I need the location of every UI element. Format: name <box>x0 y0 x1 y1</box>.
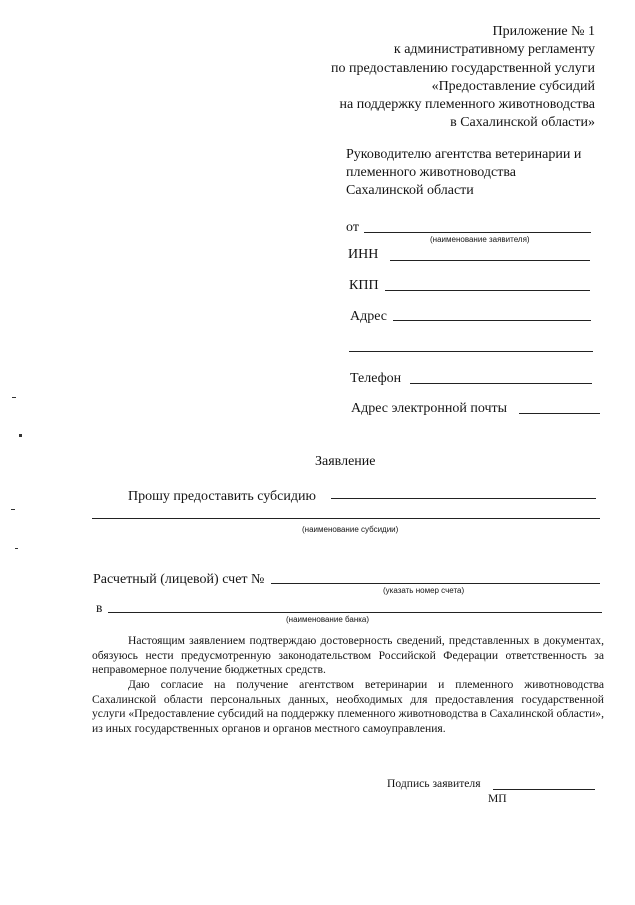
account-number-caption: (указать номер счета) <box>383 586 465 595</box>
appendix-reference-line: «Предоставление субсидий <box>431 79 595 94</box>
scan-artifact <box>11 509 15 510</box>
inn-label: ИНН <box>348 247 379 262</box>
scan-artifact <box>12 397 16 398</box>
bank-name-field[interactable] <box>108 612 602 613</box>
bank-prefix: в <box>96 600 103 615</box>
stamp-mark-label: МП <box>488 792 507 805</box>
address-field[interactable] <box>393 320 591 321</box>
addressee-line: племенного животноводства <box>346 165 516 180</box>
phone-label: Телефон <box>350 371 402 386</box>
confirmation-paragraph: Настоящим заявлением подтверждаю достоверность сведений, представленных в документах, обязуюсь нести предусмотренную законодательством Российской Федерации ответственность за неправомерное получение бюджетных средств. <box>92 634 604 677</box>
account-number-field[interactable] <box>271 583 600 584</box>
appendix-reference-line: по предоставлению государственной услуги <box>331 61 595 76</box>
subsidy-request-text: Прошу предоставить субсидию <box>128 489 316 504</box>
address-field-second-line[interactable] <box>349 351 593 352</box>
email-field[interactable] <box>519 413 600 414</box>
subsidy-name-field[interactable] <box>331 498 596 499</box>
addressee-line: Руководителю агентства ветеринарии и <box>346 147 582 162</box>
appendix-reference-line: на поддержку племенного животноводства <box>339 97 595 112</box>
signature-label: Подпись заявителя <box>387 777 481 790</box>
appendix-reference-line: к административному регламенту <box>393 42 595 57</box>
appendix-reference-line: в Сахалинской области» <box>450 115 595 130</box>
appendix-number: Приложение № 1 <box>492 24 595 39</box>
kpp-field[interactable] <box>385 290 590 291</box>
signature-field[interactable] <box>493 789 595 790</box>
from-label: от <box>346 220 359 235</box>
statement-title: Заявление <box>315 454 376 469</box>
bank-name-caption: (наименование банка) <box>286 615 370 624</box>
subsidy-name-caption: (наименование субсидии) <box>302 525 399 534</box>
account-label: Расчетный (лицевой) счет № <box>93 572 265 587</box>
applicant-name-field[interactable] <box>364 232 591 233</box>
addressee-line: Сахалинской области <box>346 183 474 198</box>
address-label: Адрес <box>350 309 388 324</box>
scan-artifact <box>15 548 18 549</box>
subsidy-name-field-second-line[interactable] <box>92 518 600 519</box>
email-label: Адрес электронной почты <box>351 401 508 416</box>
kpp-label: КПП <box>349 278 379 293</box>
scan-artifact <box>19 434 22 437</box>
inn-field[interactable] <box>390 260 590 261</box>
consent-paragraph: Даю согласие на получение агентством ветеринарии и племенного животноводства Сахалинской области персональных данных, необходимых для предоставления государственной услуги «Предоставление субсидий на поддержку племенного животноводства в Сахалинской области», из иных государственных органов и органов местного самоуправления. <box>92 678 604 735</box>
phone-field[interactable] <box>410 383 592 384</box>
applicant-name-caption: (наименование заявителя) <box>430 235 530 244</box>
